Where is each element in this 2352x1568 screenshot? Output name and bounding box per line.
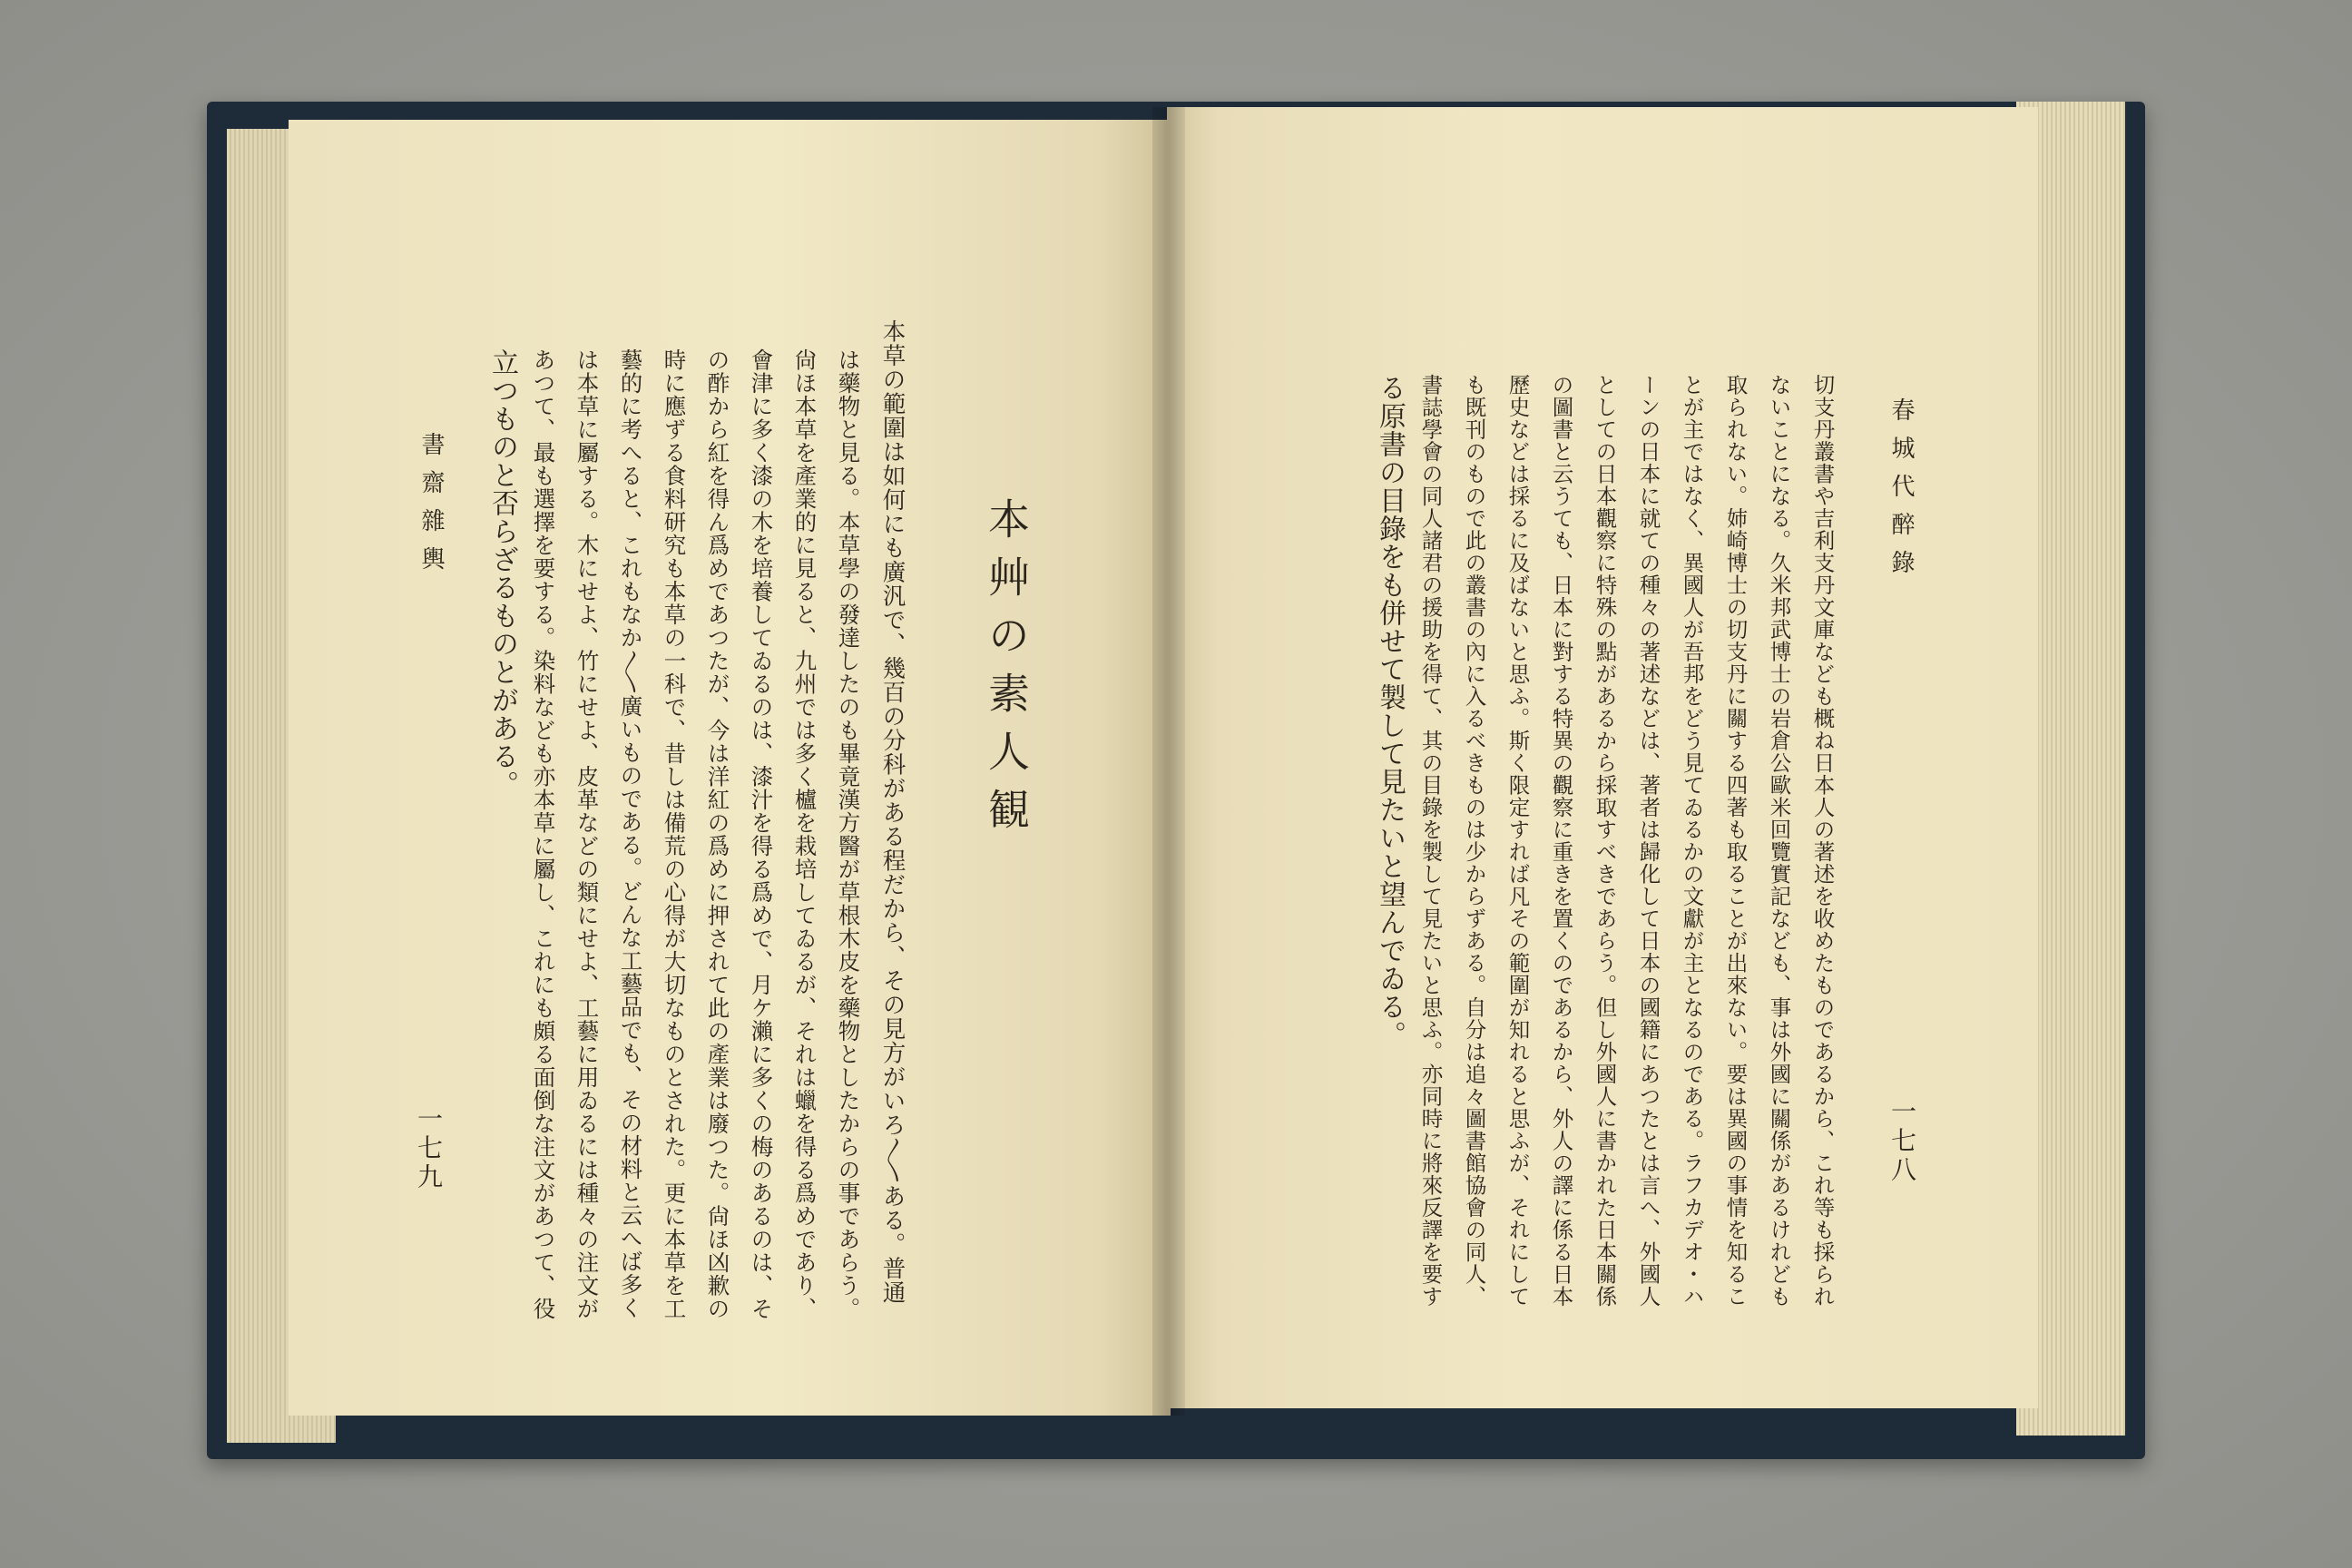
left-line-4: 會津に多く漆の木を培養してゐるのは、漆汁を得る爲めで、月ケ瀨に多くの梅のあるのは、そ	[748, 348, 775, 1320]
right-line-4: とが主ではなく、異國人が吾邦をどう見てゐるかの文獻が主となるのである。ラフカデオ・ハ	[1679, 374, 1705, 1308]
right-line-7: の圖書と云うても、日本に對する特異の觀察に重きを置くのであるから、外人の譯に係る日本	[1548, 374, 1574, 1308]
left-line-9: あつて、最も選擇を要する。染料なども亦本草に屬し、これにも頗る面倒な注文があつて、役	[530, 348, 557, 1320]
book-gutter	[1152, 107, 1185, 1416]
right-page-number: 一七八	[1887, 1098, 1917, 1185]
left-line-6: 時に應ずる食料研究も本草の一科で、昔しは備荒の心得が大切なものとされた。更に本草を工	[661, 348, 688, 1320]
left-line-3: 尙ほ本草を產業的に見ると、九州では多く櫨を栽培してゐるが、それは蠟を得る爲めであり、	[791, 348, 818, 1320]
left-page-number: 一七九	[414, 1105, 444, 1192]
right-line-9: も既刊のもので此の叢書の內に入るべきものは少からずある。自分は追々圖書館協會の同人、	[1461, 374, 1487, 1308]
left-line-10: 立つものと否らざるものとがある。	[486, 348, 518, 799]
right-line-2: ないことになる。久米邦武博士の岩倉公歐米回覽實記なども、事は外國に關係があるけれども	[1766, 374, 1792, 1308]
right-line-1: 切支丹叢書や吉利支丹文庫なども概ね日本人の著述を收めたものであるから、これ等も採られ	[1809, 374, 1836, 1308]
left-line-2: は藥物と見る。本草學の發達したのも畢竟漢方醫が草根木皮を藥物としたからの事であらう。	[835, 348, 862, 1320]
right-line-3: 取られない。姉崎博士の切支丹に關する四著も取ることが出來ない。要は異國の事情を知るこ	[1722, 374, 1749, 1308]
right-running-head: 春城代醉錄	[1887, 397, 1915, 588]
left-line-5: の酢から紅を得ん爲めであつたが、今は洋紅の爲めに押されて此の產業は廢つた。尙ほ凶歉の	[704, 348, 731, 1320]
page-title: 本艸の素人観	[982, 497, 1031, 846]
right-line-5: ーンの日本に就ての種々の著述などは、著者は歸化して日本の國籍にあつたとは言へ、外國人	[1635, 374, 1661, 1308]
right-line-11: る原書の目錄をも併せて製して見たいと望んでゐる。	[1374, 374, 1406, 1049]
left-running-head: 書齋雜輿	[417, 432, 445, 584]
left-line-1: 本草の範圍は如何にも廣汎で、幾百の分科がある程だから、その見方がいろ〳〵ある。普通	[878, 319, 906, 1305]
left-line-7: 藝的に考へると、これもなか〳〵廣いものである。どんな工藝品でも、その材料と云へば多く	[617, 348, 644, 1319]
right-line-10: 書誌學會の同人諸君の援助を得て、其の目錄を製して見たいと思ふ。亦同時に將來反譯を要す	[1417, 374, 1444, 1308]
left-line-8: は本草に屬する。木にせよ、竹にせよ、皮革などの類にせよ、工藝に用ゐるには種々の注文が	[573, 348, 601, 1320]
right-line-8: 歷史などは採るに及ばないと思ふ。斯く限定すれば凡その範圍が知れると思ふが、それにして	[1504, 374, 1531, 1308]
right-line-6: としての日本觀察に特殊の點があるから採取すべきであらう。但し外國人に書かれた日本關係	[1592, 374, 1618, 1308]
